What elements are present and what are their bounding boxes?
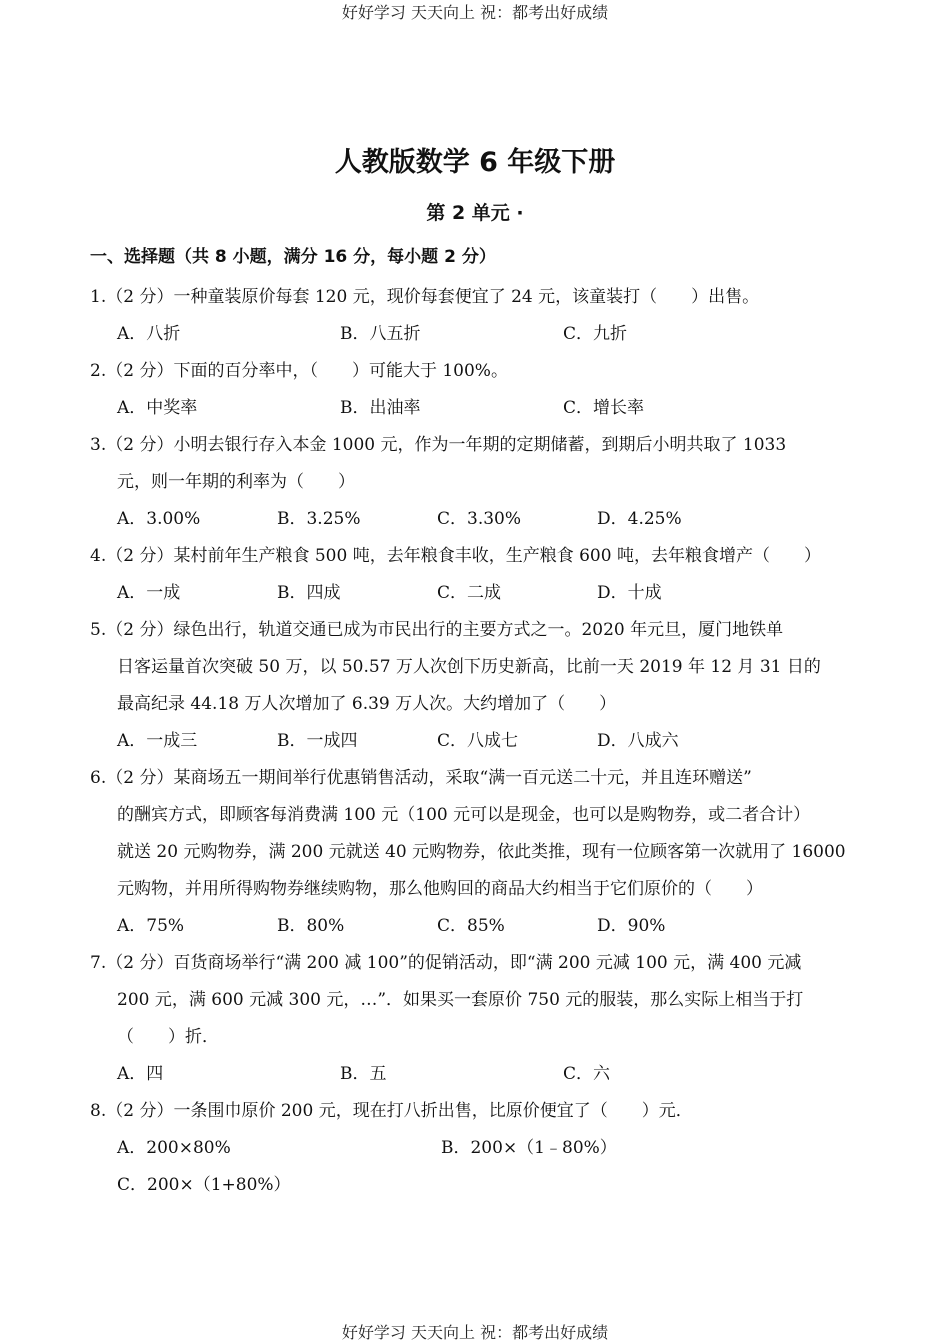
options-row: [90, 723, 880, 760]
option-d: D．4.25%: [597, 509, 682, 529]
option-c: C．八成七: [437, 731, 519, 751]
page-title: 人教版数学 6 年级下册: [334, 147, 616, 178]
option-b: B．八五折: [340, 324, 421, 344]
option-c: C．六: [563, 1064, 611, 1084]
question-text-cont: 日客运量首次突破 50 万，以 50.57 万人次创下历史新高，比前一天 2019 年 12 月 31 日的: [117, 657, 821, 677]
option-d: D．十成: [597, 583, 662, 603]
option-a: A．3.00%: [117, 509, 201, 529]
option-c: C．二成: [437, 583, 502, 603]
question-list: [90, 279, 880, 1204]
question-text: 2.（2 分）下面的百分率中，（ ）可能大于 100%。: [90, 361, 508, 381]
options-row: [90, 501, 880, 538]
option-a: A．一成: [117, 583, 181, 603]
options-row: [90, 316, 880, 353]
question-6: [90, 760, 880, 945]
option-c: C．85%: [437, 916, 505, 936]
option-a: A．中奖率: [117, 398, 198, 418]
unit-heading: 第 2 单元 ·: [426, 202, 524, 224]
question-5: [90, 612, 880, 760]
question-7: [90, 945, 880, 1093]
question-text-cont: 最高纪录 44.18 万人次增加了 6.39 万人次。大约增加了（ ）: [117, 694, 617, 714]
option-b: B．出油率: [340, 398, 421, 418]
question-text-cont: 元，则一年期的利率为（ ）: [117, 472, 355, 492]
question-1: [90, 279, 880, 353]
question-text: 5.（2 分）绿色出行，轨道交通已成为市民出行的主要方式之一。2020 年元旦，厦门地铁单: [90, 620, 784, 640]
option-c: C．200×（1+80%）: [117, 1175, 291, 1195]
page-footer: 好好学习 天天向上 祝：都考出好成绩: [341, 1323, 609, 1342]
question-text-cont: 就送 20 元购物券，满 200 元就送 40 元购物券，依此类推，现有一位顾客第一次就用了 16000: [117, 842, 846, 862]
question-text-cont: 的酬宾方式，即顾客每消费满 100 元（100 元可以是现金，也可以是购物券，或二者合计）: [117, 805, 811, 825]
question-text: 3.（2 分）小明去银行存入本金 1000 元，作为一年期的定期储蓄，到期后小明共取了 1033: [90, 435, 787, 455]
option-a: A．四: [117, 1064, 164, 1084]
option-c: C．九折: [563, 324, 628, 344]
question-2: [90, 353, 880, 427]
option-b: B．200×（1﹣80%）: [441, 1138, 617, 1158]
option-d: D．八成六: [597, 731, 679, 751]
option-b: B．四成: [277, 583, 341, 603]
question-text: 4.（2 分）某村前年生产粮食 500 吨，去年粮食丰收，生产粮食 600 吨，去年粮食增产（ ）: [90, 546, 821, 566]
question-text: 1.（2 分）一种童装原价每套 120 元，现价每套便宜了 24 元，该童装打（ ）出售。: [90, 287, 760, 307]
option-d: D．90%: [597, 916, 666, 936]
page-header: 好好学习 天天向上 祝：都考出好成绩: [341, 3, 609, 22]
question-4: [90, 538, 880, 612]
options-row: [90, 908, 880, 945]
question-text: 7.（2 分）百货商场举行“满 200 减 100”的促销活动，即“满 200 元减 100 元，满 400 元减: [90, 953, 802, 973]
option-b: B．80%: [277, 916, 345, 936]
option-c: C．3.30%: [437, 509, 522, 529]
options-row: [90, 1167, 880, 1204]
question-text-cont: 元购物，并用所得购物券继续购物，那么他购回的商品大约相当于它们原价的（ ）: [117, 879, 763, 899]
option-a: A．八折: [117, 324, 181, 344]
options-row: [90, 575, 880, 612]
question-8: [90, 1093, 880, 1204]
options-row: [90, 390, 880, 427]
options-row: [90, 1056, 880, 1093]
option-a: A．一成三: [117, 731, 198, 751]
section-heading: 一、选择题（共 8 小题，满分 16 分，每小题 2 分）: [90, 247, 496, 267]
option-b: B．3.25%: [277, 509, 361, 529]
question-text: 6.（2 分）某商场五一期间举行优惠销售活动，采取“满一百元送二十元，并且连环赠送”: [90, 768, 752, 788]
option-b: B．一成四: [277, 731, 358, 751]
question-text: 8.（2 分）一条围巾原价 200 元，现在打八折出售，比原价便宜了（ ）元．: [90, 1101, 693, 1121]
option-a: A．200×80%: [117, 1138, 231, 1158]
question-text-cont: （ ）折．: [117, 1027, 219, 1047]
options-row: [90, 1130, 880, 1167]
option-b: B．五: [340, 1064, 387, 1084]
option-c: C．增长率: [563, 398, 645, 418]
option-a: A．75%: [117, 916, 185, 936]
question-text-cont: 200 元，满 600 元减 300 元，…”．如果买一套原价 750 元的服装，那么实际上相当于打: [117, 990, 804, 1010]
question-3: [90, 427, 880, 538]
